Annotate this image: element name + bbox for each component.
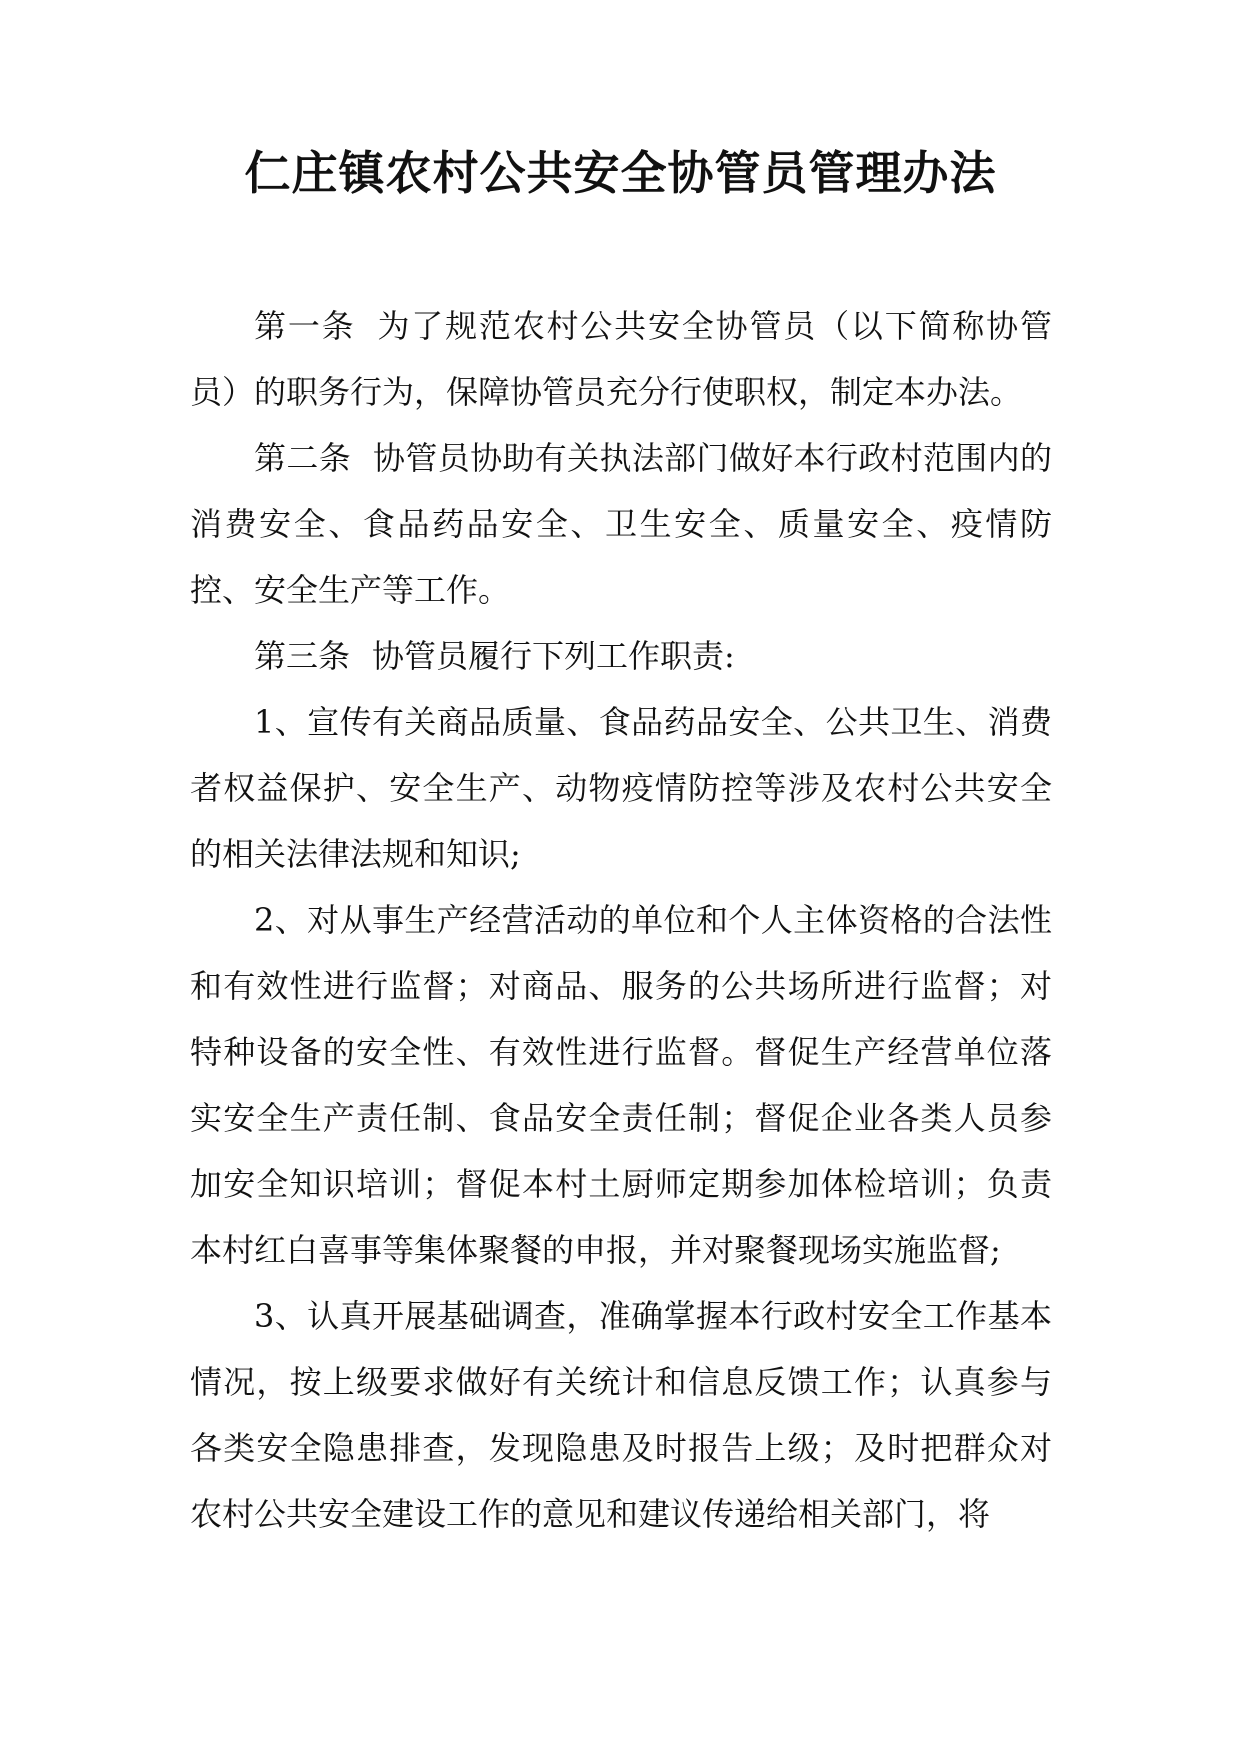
article-text: 协管员协助有关执法部门做好本行政村范围内的消费安全、食品药品安全、卫生安全、质量安全、疫情防控、安全生产等工作。 xyxy=(190,439,1052,609)
article-2 xyxy=(190,425,1052,623)
article-number: 第三条 xyxy=(254,637,351,675)
article-number: 第一条 xyxy=(254,307,356,345)
duty-item-3 xyxy=(190,1283,1052,1547)
duty-text: 2、对从事生产经营活动的单位和个人主体资格的合法性和有效性进行监督；对商品、服务的公共场所进行监督；对特种设备的安全性、有效性进行监督。督促生产经营单位落实安全生产责任制、食品安全责任制；督促企业各类人员参加安全知识培训；督促本村土厨师定期参加体检培训；负责本村红白喜事等集体聚餐的申报，并对聚餐现场实施监督; xyxy=(190,901,1052,1269)
duty-item-2 xyxy=(190,887,1052,1283)
duty-text: 1、宣传有关商品质量、食品药品安全、公共卫生、消费者权益保护、安全生产、动物疫情防控等涉及农村公共安全的相关法律法规和知识; xyxy=(190,703,1052,873)
article-text: 为了规范农村公共安全协管员（以下简称协管员）的职务行为，保障协管员充分行使职权，制定本办法。 xyxy=(190,307,1052,411)
document-body xyxy=(190,293,1052,1547)
duty-item-1 xyxy=(190,689,1052,887)
duty-text: 3、认真开展基础调查，准确掌握本行政村安全工作基本情况，按上级要求做好有关统计和信息反馈工作；认真参与各类安全隐患排查，发现隐患及时报告上级；及时把群众对农村公共安全建设工作的意见和建议传递给相关部门，将 xyxy=(190,1297,1052,1533)
article-text: 协管员履行下列工作职责: xyxy=(372,637,735,675)
article-number: 第二条 xyxy=(254,439,352,477)
article-3 xyxy=(190,623,1052,689)
article-1 xyxy=(190,293,1052,425)
document-title: 仁庄镇农村公共安全协管员管理办法 xyxy=(244,146,997,200)
